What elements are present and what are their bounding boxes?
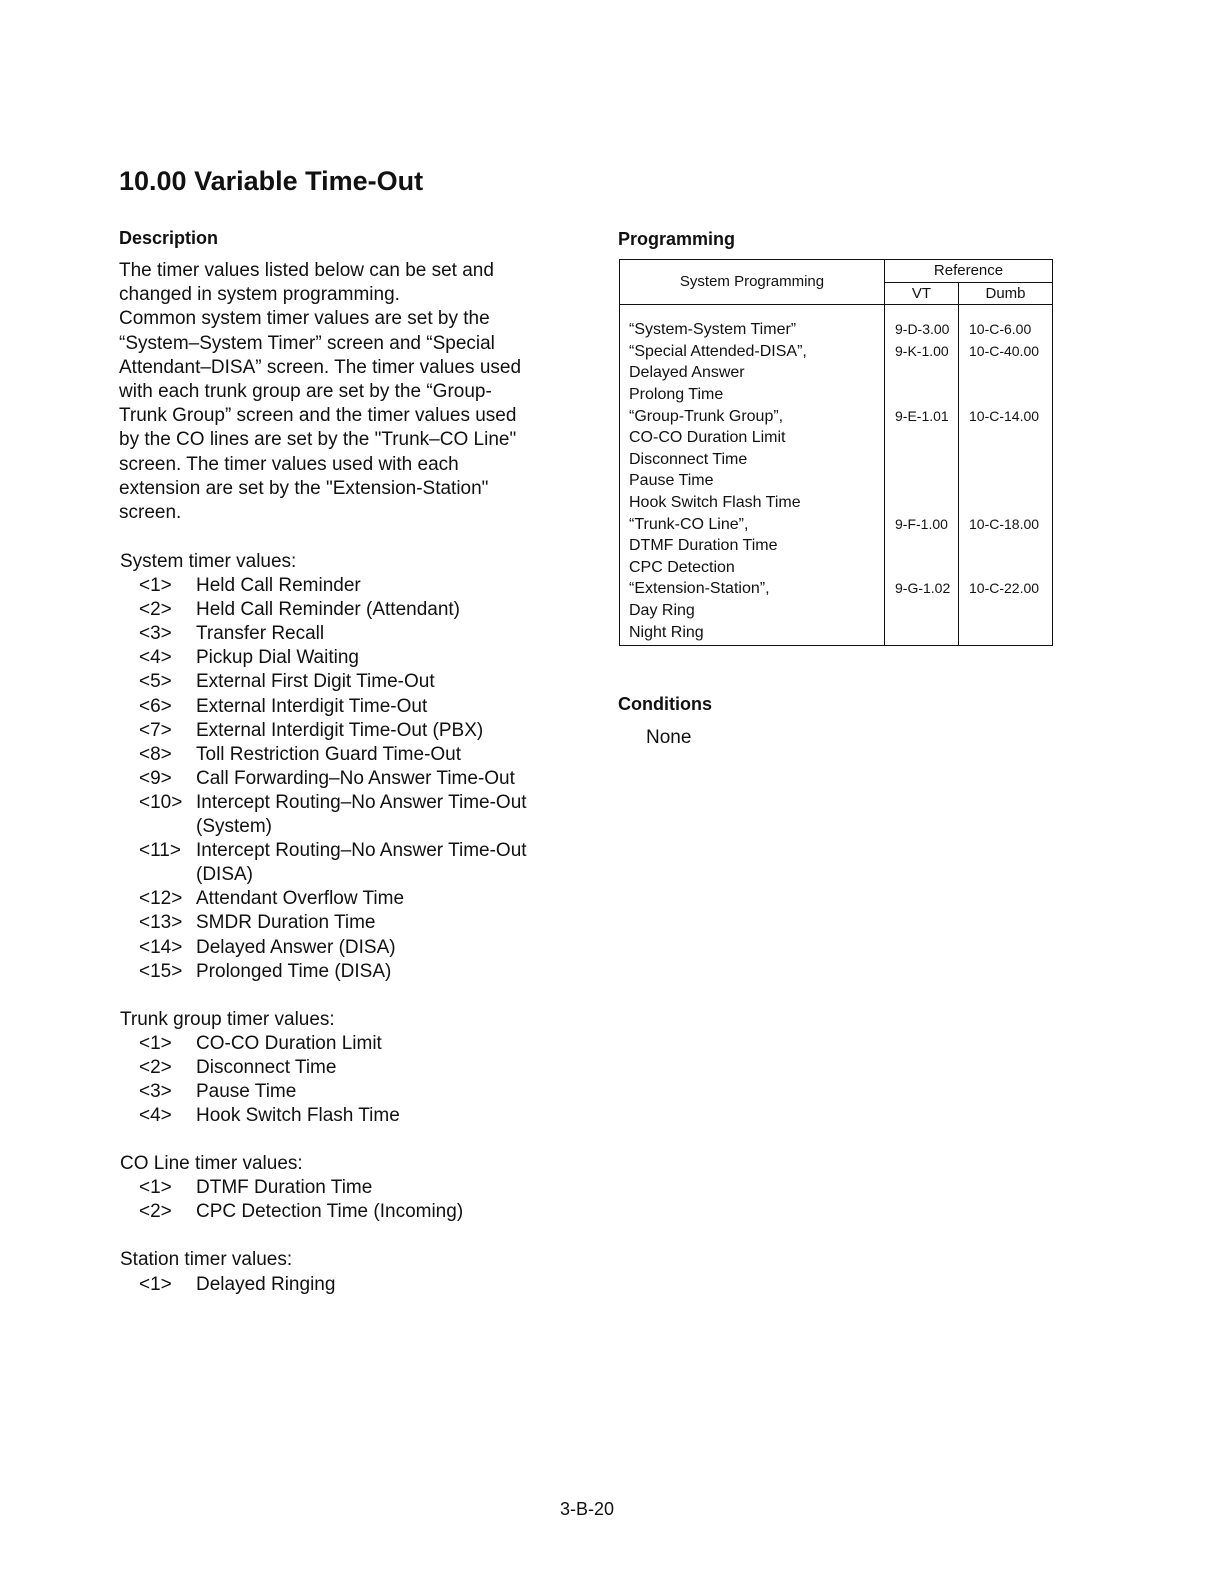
- station-timer-list: [120, 1248, 580, 1296]
- item-number: <7>: [139, 719, 172, 741]
- item-number: <3>: [139, 1080, 172, 1102]
- item-label: External Interdigit Time-Out (PBX): [196, 719, 484, 741]
- vt-reference: 9-F-1.00: [895, 515, 948, 532]
- item-number: <1>: [139, 1032, 172, 1054]
- item-number: <12>: [139, 888, 183, 910]
- co-line-timer-heading: CO Line timer values:: [120, 1153, 303, 1175]
- list-item: [120, 791, 580, 839]
- item-number: <2>: [139, 599, 172, 621]
- list-item: [120, 1032, 580, 1056]
- col-header-system-programming: System Programming: [620, 260, 885, 305]
- item-number: <1>: [139, 575, 172, 597]
- page-title: 10.00 Variable Time-Out: [119, 166, 424, 196]
- item-label-line: (DISA): [196, 864, 253, 886]
- conditions-heading: Conditions: [618, 694, 712, 714]
- item-number: <3>: [139, 623, 172, 645]
- vt-reference: [885, 600, 958, 622]
- vt-reference: 9-E-1.01: [895, 407, 949, 424]
- timer-lists: [120, 550, 580, 1321]
- item-label: CO-CO Duration Limit: [196, 1032, 382, 1054]
- vt-reference-cell: [885, 305, 959, 646]
- vt-reference: [885, 384, 958, 406]
- dumb-reference: 10-C-18.00: [969, 515, 1040, 532]
- item-label: Held Call Reminder (Attendant): [196, 599, 461, 621]
- vt-reference: 9-K-1.00: [895, 342, 949, 359]
- list-item: [120, 1056, 580, 1080]
- item-number: <1>: [139, 1273, 172, 1295]
- dumb-reference: 10-C-22.00: [969, 580, 1040, 597]
- description-line: with each trunk group are set by the “Group-: [119, 381, 492, 403]
- list-item: [120, 1104, 580, 1128]
- vt-reference: 9-D-3.00: [895, 321, 950, 338]
- list-item: [120, 622, 580, 646]
- trunk-timer-heading: Trunk group timer values:: [120, 1008, 335, 1030]
- system-timer-list: [120, 550, 580, 984]
- programming-heading: Programming: [618, 229, 736, 249]
- item-label: Transfer Recall: [196, 623, 325, 645]
- vt-reference: [885, 535, 958, 557]
- dumb-reference: [959, 384, 1052, 406]
- item-label-line: (System): [196, 816, 272, 838]
- item-label: [196, 839, 580, 887]
- item-number: <2>: [139, 1201, 172, 1223]
- item-number: <14>: [139, 936, 183, 958]
- program-row-label: “Special Attended-DISA”,: [629, 342, 807, 360]
- item-label: Disconnect Time: [196, 1056, 337, 1078]
- description-line: screen. The timer values used with each: [119, 453, 459, 475]
- list-item: [120, 695, 580, 719]
- program-row-label: CPC Detection: [629, 558, 735, 576]
- description-line: “System–System Timer” screen and “Special: [119, 332, 495, 354]
- program-row-label: Delayed Answer: [629, 364, 745, 382]
- list-item: [120, 1200, 580, 1224]
- list-item: [120, 839, 580, 887]
- item-label: CPC Detection Time (Incoming): [196, 1201, 464, 1223]
- item-number: <8>: [139, 743, 172, 765]
- item-label: External Interdigit Time-Out: [196, 695, 428, 717]
- dumb-reference: [959, 470, 1052, 492]
- description-heading: Description: [119, 228, 219, 248]
- item-number: <6>: [139, 695, 172, 717]
- description-line: by the CO lines are set by the "Trunk–CO Line": [119, 429, 517, 451]
- item-label: Hook Switch Flash Time: [196, 1105, 400, 1127]
- list-item: [120, 574, 580, 598]
- item-number: <2>: [139, 1056, 172, 1078]
- dumb-reference: [959, 535, 1052, 557]
- page-number: 3-B-20: [560, 1499, 615, 1519]
- vt-reference: [885, 449, 958, 471]
- item-number: <15>: [139, 960, 183, 982]
- program-row-label: “System-System Timer”: [629, 321, 797, 339]
- program-row-label: Pause Time: [629, 472, 714, 490]
- col-header-reference: Reference: [885, 260, 1053, 283]
- item-label: DTMF Duration Time: [196, 1177, 373, 1199]
- program-row-label: Night Ring: [629, 623, 704, 641]
- vt-reference: [885, 362, 958, 384]
- programming-table: [619, 259, 1053, 646]
- description-line: screen.: [119, 502, 182, 524]
- item-label: Call Forwarding–No Answer Time-Out: [196, 767, 515, 789]
- description-line: Attendant–DISA” screen. The timer values used: [119, 356, 522, 378]
- item-number: <4>: [139, 647, 172, 669]
- dumb-reference: [959, 427, 1052, 449]
- item-number: <4>: [139, 1105, 172, 1127]
- list-item: [120, 719, 580, 743]
- program-row-label: Hook Switch Flash Time: [629, 493, 801, 511]
- item-label: Delayed Answer (DISA): [196, 936, 396, 958]
- vt-reference: 9-G-1.02: [895, 580, 951, 597]
- vt-reference: [885, 622, 958, 644]
- conditions-text: None: [646, 727, 692, 748]
- item-number: <5>: [139, 671, 172, 693]
- list-item: [120, 1176, 580, 1200]
- item-label: [196, 791, 580, 839]
- list-item: [120, 743, 580, 767]
- system-programming-cell: [620, 305, 885, 646]
- vt-reference: [885, 470, 958, 492]
- item-label: Attendant Overflow Time: [196, 888, 405, 910]
- program-row-label: “Group-Trunk Group”,: [629, 407, 784, 425]
- program-row-label: Prolong Time: [629, 385, 724, 403]
- item-label: External First Digit Time-Out: [196, 671, 435, 693]
- list-item: [120, 598, 580, 622]
- dumb-reference-cell: [959, 305, 1053, 646]
- item-label: Prolonged Time (DISA): [196, 960, 392, 982]
- description-line: Trunk Group” screen and the timer values used: [119, 405, 517, 427]
- vt-reference: [885, 492, 958, 514]
- list-item: [120, 1273, 580, 1297]
- list-item: [120, 960, 580, 984]
- dumb-reference: [959, 362, 1052, 384]
- dumb-reference: [959, 622, 1052, 644]
- dumb-reference: [959, 492, 1052, 514]
- trunk-timer-list: [120, 1008, 580, 1128]
- col-header-vt: VT: [885, 282, 959, 305]
- item-label: Toll Restriction Guard Time-Out: [196, 743, 462, 765]
- list-item: [120, 887, 580, 911]
- vt-reference: [885, 427, 958, 449]
- list-item: [120, 670, 580, 694]
- program-row-label: CO-CO Duration Limit: [629, 429, 786, 447]
- list-item: [120, 646, 580, 670]
- description-paragraph: [119, 259, 559, 525]
- col-header-dumb: Dumb: [959, 282, 1053, 305]
- program-row-label: “Trunk-CO Line”,: [629, 515, 749, 533]
- item-label: Held Call Reminder: [196, 575, 361, 597]
- list-item: [120, 911, 580, 935]
- item-number: <1>: [139, 1177, 172, 1199]
- dumb-reference: [959, 557, 1052, 579]
- dumb-reference: [959, 449, 1052, 471]
- program-row-label: “Extension-Station”,: [629, 580, 770, 598]
- dumb-reference: 10-C-14.00: [969, 407, 1040, 424]
- program-row-label: Disconnect Time: [629, 450, 748, 468]
- item-label: Delayed Ringing: [196, 1273, 336, 1295]
- list-item: [120, 767, 580, 791]
- co-line-timer-list: [120, 1152, 580, 1224]
- program-row-label: DTMF Duration Time: [629, 537, 778, 555]
- list-item: [120, 1080, 580, 1104]
- dumb-reference: 10-C-40.00: [969, 342, 1040, 359]
- list-item: [120, 936, 580, 960]
- item-label-line: Intercept Routing–No Answer Time-Out: [196, 791, 527, 813]
- description-line: changed in system programming.: [119, 284, 400, 306]
- item-number: <10>: [139, 791, 183, 813]
- item-label: SMDR Duration Time: [196, 912, 376, 934]
- description-line: Common system timer values are set by the: [119, 308, 490, 330]
- program-row-label: Day Ring: [629, 601, 695, 619]
- vt-reference: [885, 557, 958, 579]
- description-line: extension are set by the "Extension-Station": [119, 477, 489, 499]
- item-label: Pickup Dial Waiting: [196, 647, 359, 669]
- dumb-reference: 10-C-6.00: [969, 321, 1032, 338]
- description-line: The timer values listed below can be set and: [119, 260, 494, 281]
- item-number: <9>: [139, 767, 172, 789]
- dumb-reference: [959, 600, 1052, 622]
- item-label-line: Intercept Routing–No Answer Time-Out: [196, 840, 527, 862]
- item-number: <13>: [139, 912, 183, 934]
- system-timer-heading: System timer values:: [120, 551, 297, 572]
- item-label: Pause Time: [196, 1080, 297, 1102]
- item-number: <11>: [139, 840, 181, 862]
- station-timer-heading: Station timer values:: [120, 1249, 293, 1271]
